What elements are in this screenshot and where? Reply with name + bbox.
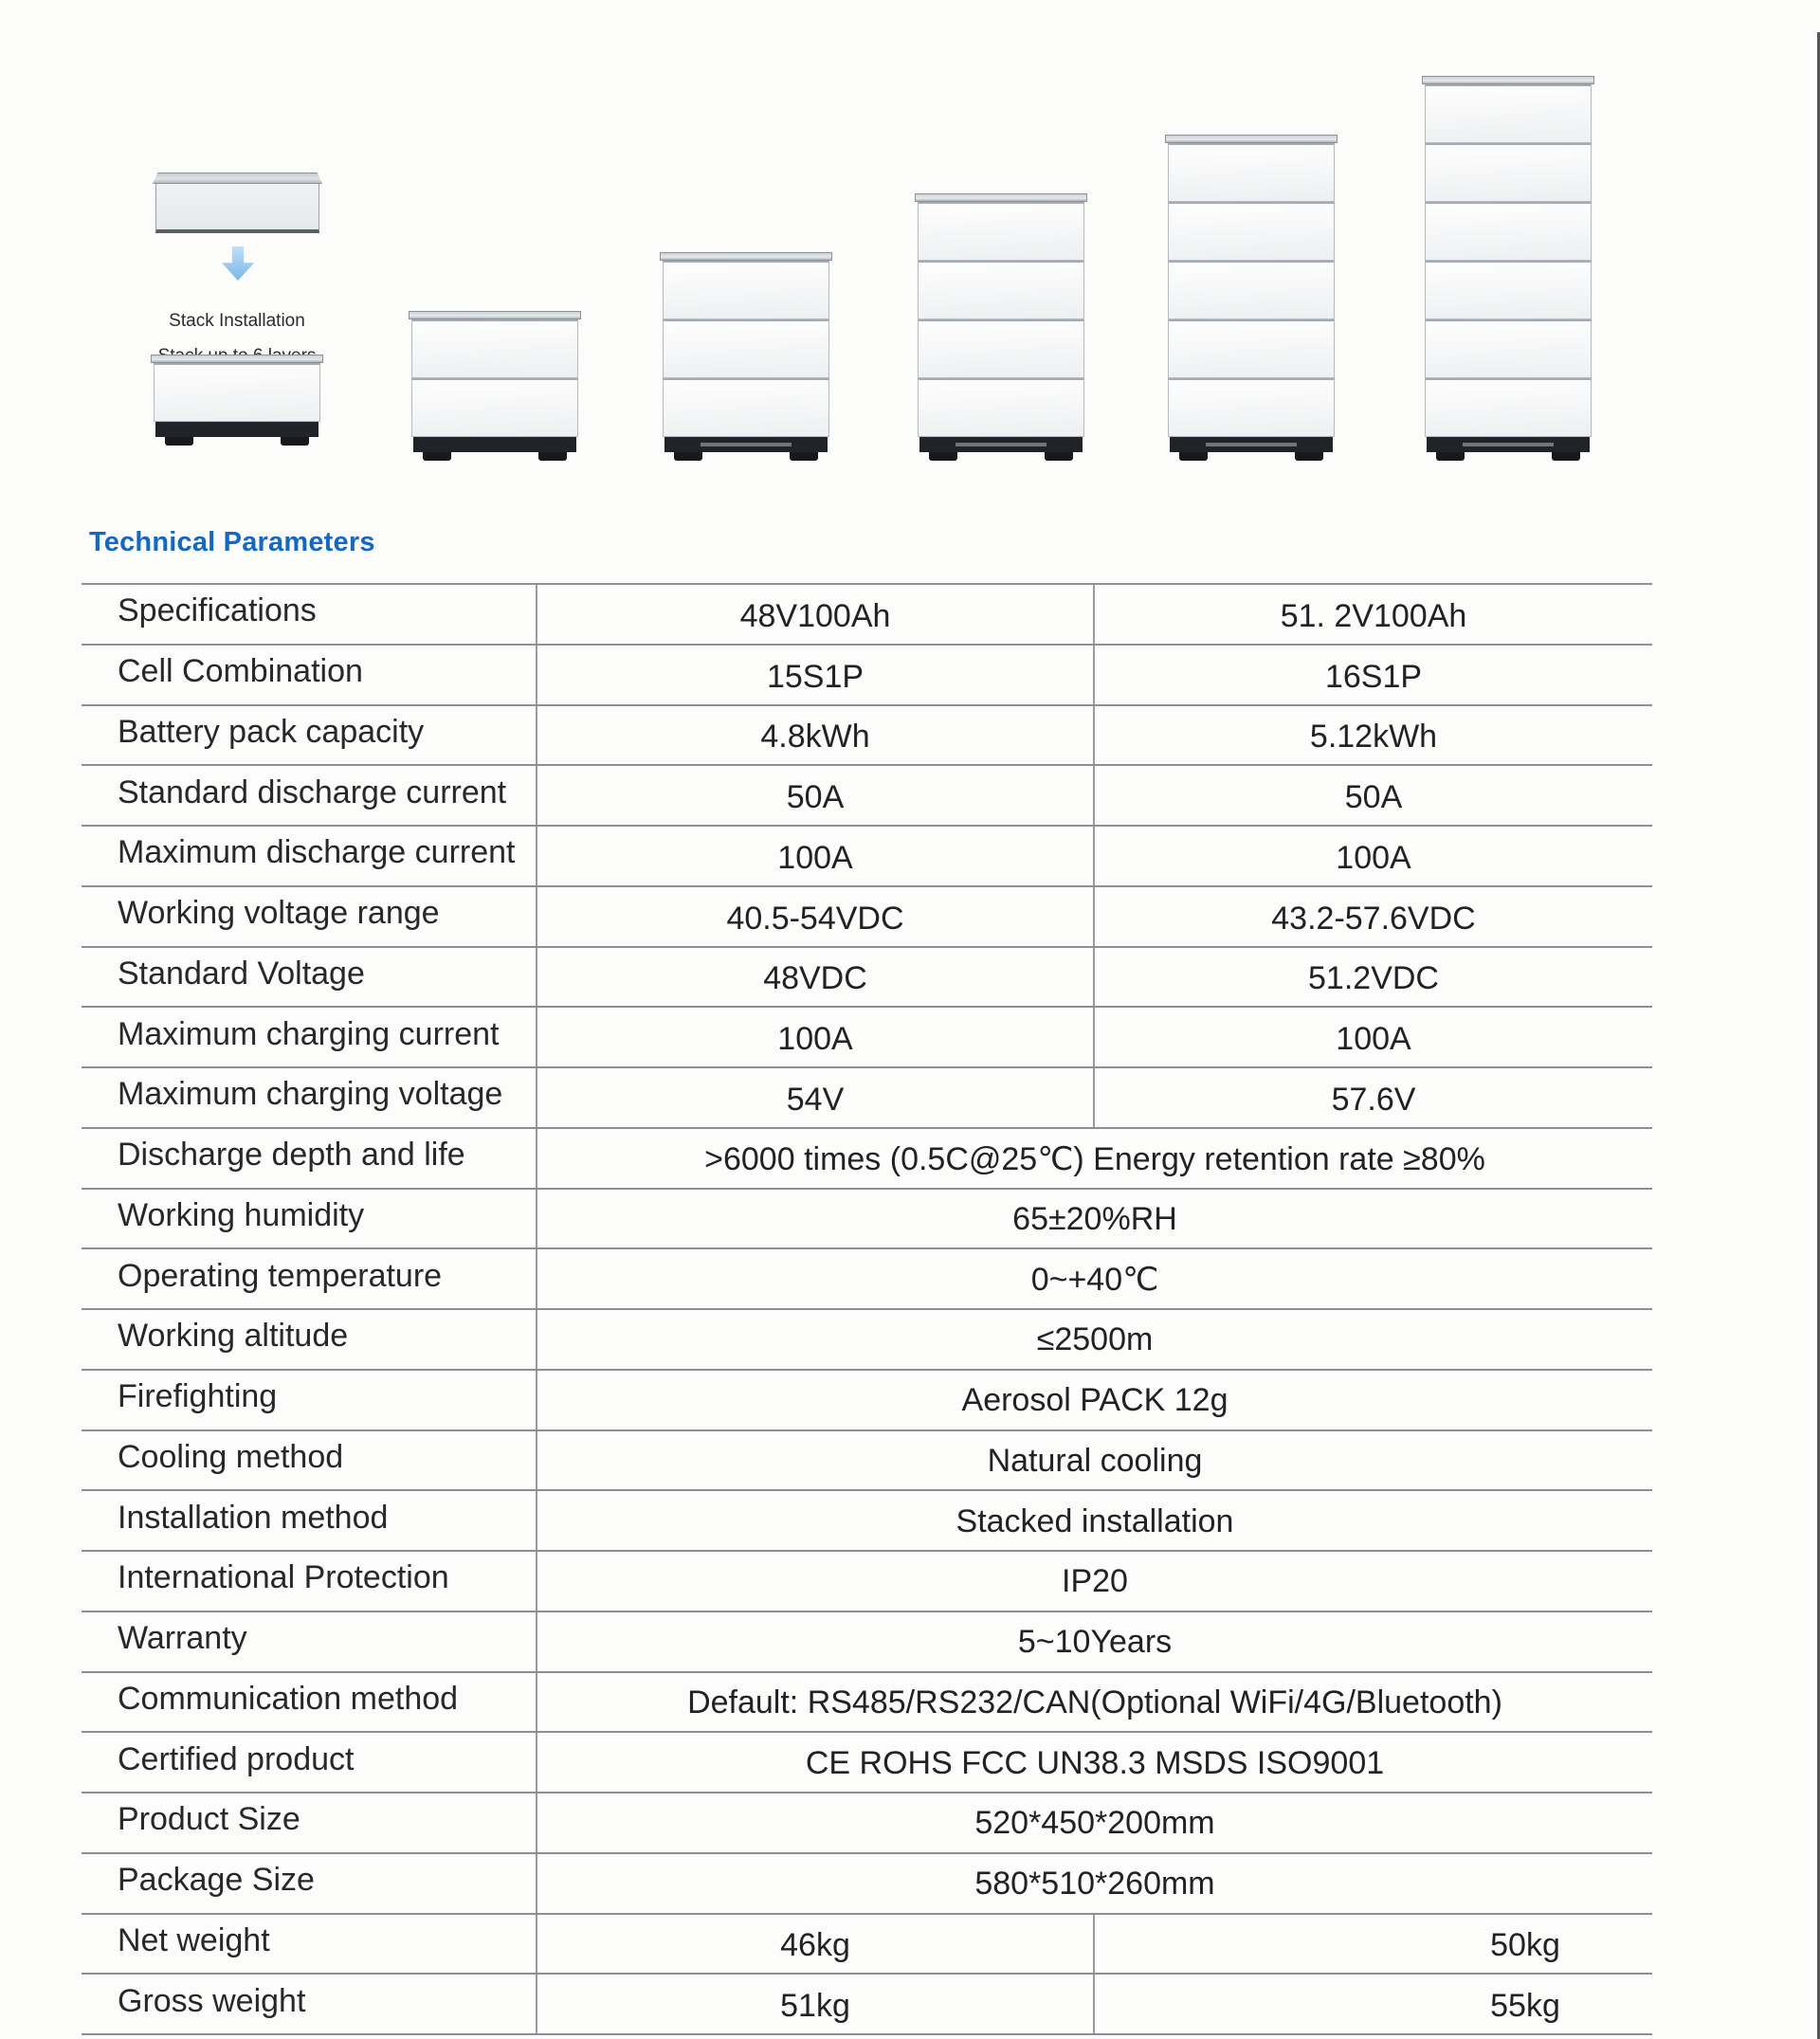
param-value-51v: 100A — [1336, 839, 1411, 876]
param-value-merged: IP20 — [1062, 1563, 1128, 1600]
battery-layer — [1168, 261, 1335, 319]
param-label: Net weight — [82, 1915, 537, 1974]
param-value-48v: 100A — [537, 1008, 1095, 1066]
single-battery-unit-illustration — [155, 173, 319, 233]
param-label: Maximum charging current — [82, 1008, 537, 1066]
battery-body — [155, 184, 319, 233]
battery-layer — [918, 378, 1084, 437]
param-value-merged: >6000 times (0.5C@25℃) Energy retention rate ≥80% — [704, 1140, 1485, 1177]
battery-layer — [663, 261, 829, 319]
battery-layer — [1168, 202, 1335, 261]
param-label: Standard discharge current — [82, 766, 537, 825]
param-value-51v: 55kg — [1490, 1988, 1560, 2025]
table-row — [82, 1429, 1652, 1490]
battery-layer — [411, 378, 578, 437]
param-value-merged: CE ROHS FCC UN38.3 MSDS ISO9001 — [805, 1744, 1385, 1781]
battery-feet — [918, 452, 1084, 461]
battery-base — [664, 437, 828, 452]
table-row — [82, 885, 1652, 946]
param-value-48v: 100A — [537, 827, 1095, 885]
param-value-51v: 16S1P — [1324, 658, 1423, 695]
down-arrow-icon — [222, 246, 254, 281]
param-value-merged: 580*510*260mm — [974, 1866, 1215, 1902]
base-slot — [1206, 443, 1297, 446]
base-slot — [1463, 443, 1554, 446]
param-value-51v: 51. 2V100Ah — [1280, 597, 1467, 634]
param-label: Firefighting — [82, 1371, 537, 1429]
param-value-48v: 51kg — [537, 1975, 1095, 2033]
param-label: Discharge depth and life — [82, 1129, 537, 1188]
table-row — [82, 1973, 1652, 2033]
param-label: Specifications — [82, 585, 537, 644]
battery-layer — [1425, 319, 1592, 378]
table-row — [82, 644, 1652, 704]
table-row — [82, 1792, 1652, 1852]
table-row — [82, 1369, 1652, 1429]
table-row — [82, 1066, 1652, 1127]
param-value-merged: Stacked installation — [956, 1502, 1234, 1539]
param-value-51v: 57.6V — [1331, 1081, 1416, 1118]
param-value-merged: Natural cooling — [987, 1442, 1203, 1479]
table-row — [82, 764, 1652, 825]
battery-lid — [151, 355, 323, 363]
table-row — [82, 1247, 1652, 1308]
battery-layer — [1425, 143, 1592, 202]
battery-feet — [663, 452, 829, 461]
battery-feet — [1425, 452, 1592, 461]
battery-lid — [915, 193, 1087, 202]
battery-layer — [918, 261, 1084, 319]
battery-layer — [1168, 378, 1335, 437]
battery-layer — [918, 202, 1084, 261]
param-label: Maximum charging voltage — [82, 1068, 537, 1127]
param-label: Battery pack capacity — [82, 706, 537, 765]
table-row — [82, 1188, 1652, 1248]
battery-base — [155, 422, 318, 437]
battery-layer — [1425, 84, 1592, 143]
param-label: Operating temperature — [82, 1249, 537, 1308]
param-label: Working altitude — [82, 1310, 537, 1369]
param-label: Working humidity — [82, 1190, 537, 1248]
battery-lid — [1165, 135, 1338, 143]
param-value-merged: ≤2500m — [1036, 1321, 1154, 1358]
param-label: Cell Combination — [82, 646, 537, 704]
battery-stack-6-layer — [1425, 76, 1592, 461]
param-value-48v: 4.8kWh — [537, 706, 1095, 765]
battery-stack-1-layer — [154, 355, 320, 446]
table-row — [82, 1731, 1652, 1792]
battery-layer — [411, 319, 578, 378]
param-label: Warranty — [82, 1612, 537, 1671]
battery-feet — [154, 437, 320, 446]
battery-lid — [409, 311, 581, 319]
stack-installation-illustration — [0, 0, 1820, 583]
base-slot — [701, 443, 792, 446]
param-value-51v: 5.12kWh — [1309, 719, 1438, 756]
battery-lid — [660, 252, 832, 261]
battery-feet — [411, 452, 578, 461]
battery-layer — [663, 319, 829, 378]
param-label: Working voltage range — [82, 887, 537, 946]
param-label: Installation method — [82, 1491, 537, 1550]
param-label: Cooling method — [82, 1431, 537, 1490]
param-label: Maximum discharge current — [82, 827, 537, 885]
table-row — [82, 1913, 1652, 1974]
battery-layer — [1425, 378, 1592, 437]
battery-base — [919, 437, 1083, 452]
battery-stack-3-layer — [663, 252, 829, 461]
battery-feet — [1168, 452, 1335, 461]
param-label: Certified product — [82, 1733, 537, 1792]
table-row — [82, 704, 1652, 765]
battery-lid — [1422, 76, 1594, 84]
table-row — [82, 1308, 1652, 1369]
param-value-51v: 50A — [1344, 779, 1403, 816]
param-value-48v: 48VDC — [537, 948, 1095, 1007]
table-row — [82, 1671, 1652, 1732]
table-row — [82, 1006, 1652, 1066]
param-label: Package Size — [82, 1854, 537, 1913]
table-row — [82, 825, 1652, 885]
param-value-51v: 50kg — [1490, 1927, 1560, 1964]
param-value-48v: 46kg — [537, 1915, 1095, 1974]
battery-layer — [1425, 261, 1592, 319]
param-label: Gross weight — [82, 1975, 537, 2033]
battery-layer — [663, 378, 829, 437]
section-title: Technical Parameters — [89, 527, 375, 557]
table-row — [82, 946, 1652, 1007]
param-value-merged: Default: RS485/RS232/CAN(Optional WiFi/4G/Bluetooth) — [687, 1684, 1502, 1720]
param-value-merged: 520*450*200mm — [974, 1805, 1215, 1842]
battery-layer — [154, 363, 320, 422]
param-label: Standard Voltage — [82, 948, 537, 1007]
battery-layer — [1168, 319, 1335, 378]
param-label: International Protection — [82, 1552, 537, 1611]
param-value-48v: 54V — [537, 1068, 1095, 1127]
table-row — [82, 583, 1652, 644]
battery-base — [1427, 437, 1590, 452]
battery-base — [1170, 437, 1333, 452]
stack-caption-line1: Stack Installation — [169, 311, 305, 331]
battery-layer — [1168, 143, 1335, 202]
battery-layer — [1425, 202, 1592, 261]
table-row — [82, 1611, 1652, 1671]
battery-lid — [153, 173, 322, 184]
param-value-merged: 5~10Years — [1017, 1624, 1173, 1661]
battery-stack-4-layer — [918, 193, 1084, 461]
param-label: Communication method — [82, 1673, 537, 1732]
table-row — [82, 1852, 1652, 1913]
param-value-merged: Aerosol PACK 12g — [961, 1382, 1228, 1419]
table-row — [82, 1489, 1652, 1550]
battery-stack-5-layer — [1168, 135, 1335, 461]
battery-stack-2-layer — [411, 311, 578, 461]
technical-parameters-table — [82, 583, 1652, 2035]
param-value-merged: 0~+40℃ — [1030, 1262, 1159, 1299]
battery-layer — [918, 319, 1084, 378]
param-value-48v: 50A — [537, 766, 1095, 825]
table-row — [82, 1127, 1652, 1188]
param-value-48v: 15S1P — [537, 646, 1095, 704]
table-row — [82, 1550, 1652, 1611]
param-value-51v: 43.2-57.6VDC — [1271, 900, 1476, 937]
param-value-merged: 65±20%RH — [1012, 1200, 1177, 1237]
param-value-48v: 48V100Ah — [537, 585, 1095, 644]
param-value-51v: 51.2VDC — [1308, 960, 1439, 997]
param-value-48v: 40.5-54VDC — [537, 887, 1095, 946]
param-label: Product Size — [82, 1793, 537, 1852]
base-slot — [956, 443, 1046, 446]
param-value-51v: 100A — [1336, 1021, 1411, 1058]
battery-base — [413, 437, 576, 452]
